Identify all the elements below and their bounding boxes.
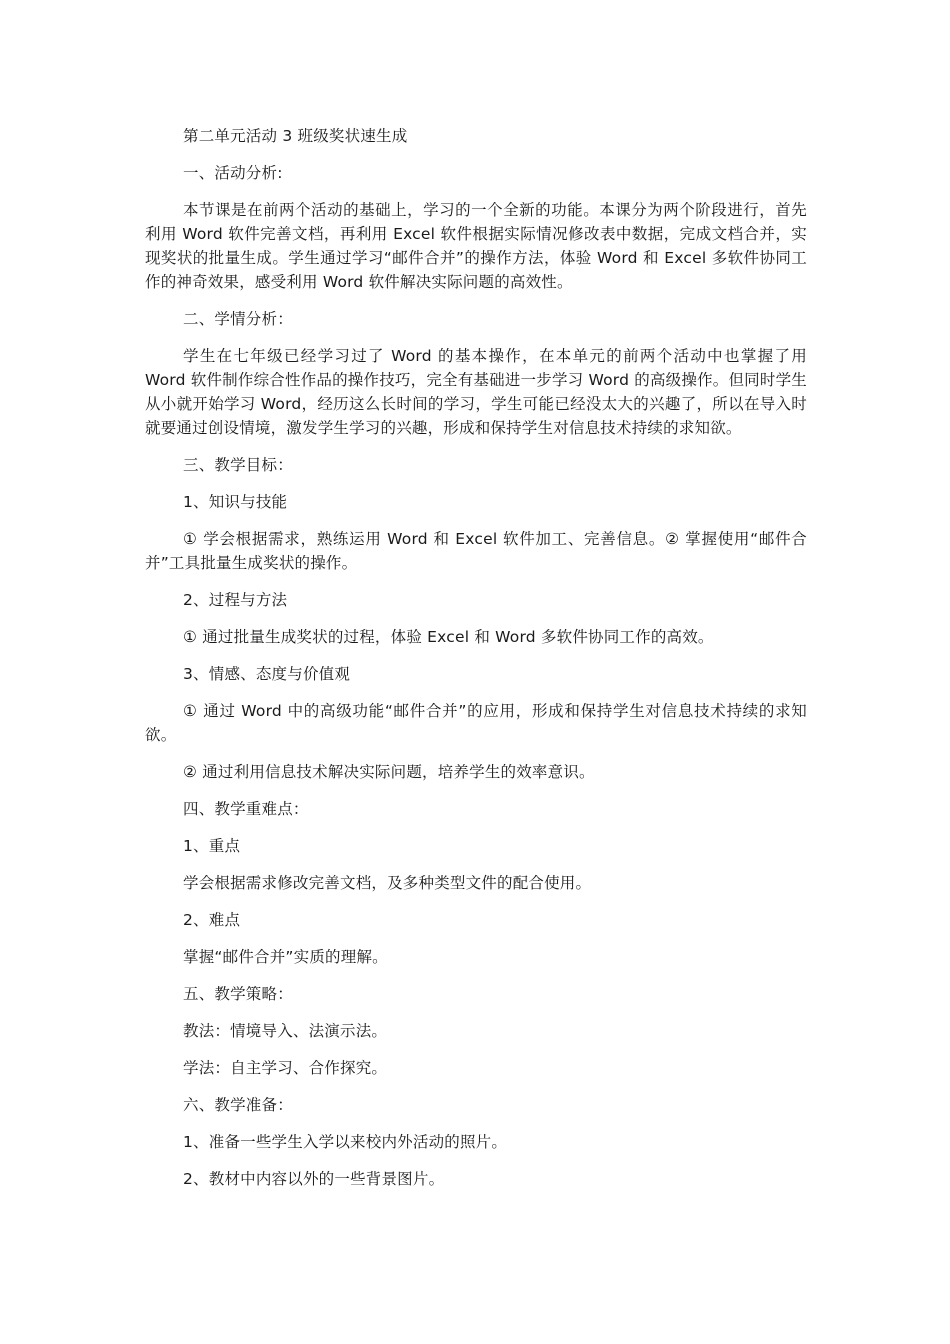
document-title: 第二单元活动 3 班级奖状速生成 [183,127,408,145]
subheading-difficult-point: 2、难点 [183,911,241,929]
paragraph-preparation-2: 2、教材中内容以外的一些背景图片。 [183,1170,445,1188]
paragraph-learner-analysis: 学生在七年级已经学习过了 Word 的基本操作，在本单元的前两个活动中也掌握了用 Word 软件制作综合性作品的操作技巧，完全有基础进一步学习 Word 的高级操作。但同时学生从小就开始学习 Word，经历这么长时间的学习，学生可能已经没太大的兴趣了，所以在导入时就要通过创设情境，激发学生学习的兴趣，形成和保持学生对信息技术持续的求知欲。 [145,347,807,437]
subheading-key-point: 1、重点 [183,837,241,855]
paragraph-emotion-values-2: ② 通过利用信息技术解决实际问题，培养学生的效率意识。 [183,763,595,781]
paragraph-preparation-1: 1、准备一些学生入学以来校内外活动的照片。 [183,1133,508,1151]
heading-activity-analysis: 一、活动分析: [183,164,283,182]
paragraph-process-method: ① 通过批量生成奖状的过程，体验 Excel 和 Word 多软件协同工作的高效。 [183,628,714,646]
subheading-knowledge-skills: 1、知识与技能 [183,493,288,511]
heading-learner-analysis: 二、学情分析： [183,310,293,328]
subheading-emotion-values: 3、情感、态度与价值观 [183,665,351,683]
paragraph-difficult-point: 掌握“邮件合并”实质的理解。 [183,948,388,966]
heading-teaching-goals: 三、教学目标： [183,456,293,474]
heading-teaching-strategy: 五、教学策略： [183,985,293,1003]
heading-teaching-preparation: 六、教学准备： [183,1096,293,1114]
paragraph-key-point: 学会根据需求修改完善文档，及多种类型文件的配合使用。 [183,874,592,892]
paragraph-emotion-values-1: ① 通过 Word 中的高级功能“邮件合并”的应用，形成和保持学生对信息技术持续的求知欲。 [145,702,807,744]
paragraph-learning-method: 学法：自主学习、合作探究。 [183,1059,388,1077]
subheading-process-method: 2、过程与方法 [183,591,288,609]
paragraph-activity-analysis: 本节课是在前两个活动的基础上，学习的一个全新的功能。本课分为两个阶段进行，首先利用 Word 软件完善文档，再利用 Excel 软件根据实际情况修改表中数据，完成文档合并，实现奖状的批量生成。学生通过学习“邮件合并”的操作方法，体验 Word 和 Excel 多软件协同工作的神奇效果，感受利用 Word 软件解决实际问题的高效性。 [145,201,807,291]
document-page [145,124,807,1204]
heading-key-difficult-points: 四、教学重难点： [183,800,309,818]
paragraph-knowledge-skills: ① 学会根据需求，熟练运用 Word 和 Excel 软件加工、完善信息。② 掌握使用“邮件合并”工具批量生成奖状的操作。 [145,530,807,572]
paragraph-teaching-method: 教法：情境导入、法演示法。 [183,1022,388,1040]
